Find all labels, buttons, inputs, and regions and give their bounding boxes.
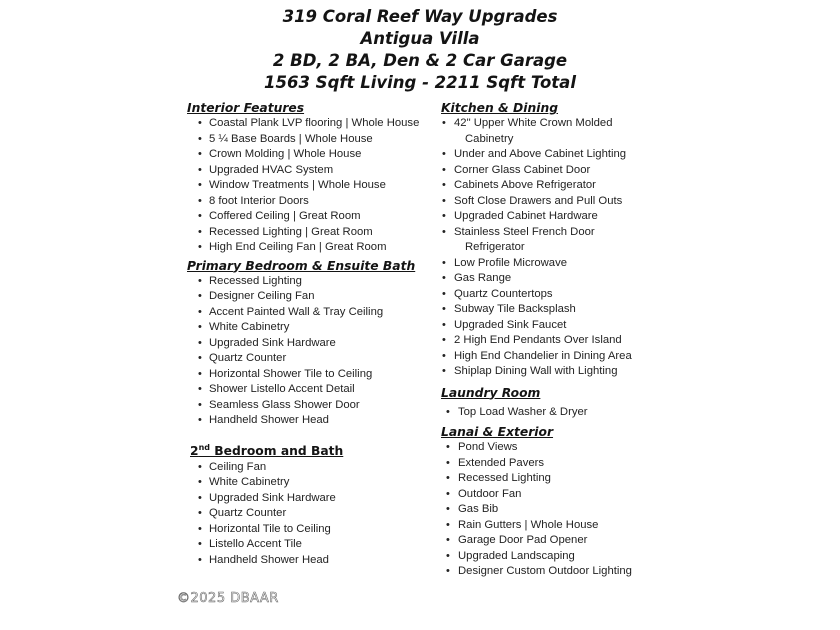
list-item: • Upgraded Sink Hardware bbox=[187, 336, 437, 352]
list-item: • Upgraded Landscaping bbox=[441, 549, 661, 565]
list-item: • Horizontal Tile to Ceiling bbox=[187, 522, 437, 538]
list-item: • Soft Close Drawers and Pull Outs bbox=[441, 194, 661, 210]
list-item: • Upgraded Sink Faucet bbox=[441, 318, 661, 334]
second-bedroom-heading bbox=[190, 441, 437, 459]
list-item: • Designer Ceiling Fan bbox=[187, 289, 437, 305]
list-item: • Crown Molding | Whole House bbox=[187, 147, 437, 163]
list-item-text: Stainless Steel French Door bbox=[454, 225, 595, 238]
list-item: • Corner Glass Cabinet Door bbox=[441, 163, 661, 179]
list-item: • Designer Custom Outdoor Lighting bbox=[441, 564, 661, 580]
list-item: • Under and Above Cabinet Lighting bbox=[441, 147, 661, 163]
lanai-heading: Lanai & Exterior bbox=[441, 425, 554, 439]
primary-bedroom-heading: Primary Bedroom & Ensuite Bath bbox=[187, 258, 416, 273]
list-item: • Outdoor Fan bbox=[441, 487, 661, 503]
second-heading-text: Bedroom and Bath bbox=[209, 443, 344, 458]
list-item: • Window Treatments | Whole House bbox=[187, 178, 437, 194]
list-item: • Recessed Lighting bbox=[187, 274, 437, 290]
list-item-text: 42" Upper White Crown Molded bbox=[454, 117, 613, 129]
list-item: • Recessed Lighting | Great Room bbox=[187, 225, 437, 241]
list-item-continuation: Refrigerator bbox=[465, 241, 525, 253]
title-address: 319 Coral Reef Way Upgrades bbox=[282, 7, 558, 26]
second-bedroom-list bbox=[187, 460, 437, 569]
list-item: • Shiplap Dining Wall with Lighting bbox=[441, 364, 661, 380]
list-item: • Cabinets Above Refrigerator bbox=[441, 178, 661, 194]
copyright-watermark: ©2025 DBAAR bbox=[177, 591, 279, 606]
kitchen-list bbox=[441, 116, 661, 380]
list-item: • Extended Pavers bbox=[441, 456, 661, 472]
list-item: • Listello Accent Tile bbox=[187, 537, 437, 553]
list-item: • High End Chandelier in Dining Area bbox=[441, 349, 661, 365]
list-item: • Upgraded Cabinet Hardware bbox=[441, 209, 661, 225]
list-item: • Handheld Shower Head bbox=[187, 553, 437, 569]
title-block bbox=[0, 6, 840, 94]
list-item: • Gas Range bbox=[441, 271, 661, 287]
list-item: • Coffered Ceiling | Great Room bbox=[187, 209, 437, 225]
list-item: • 5 ¼ Base Boards | Whole House bbox=[187, 132, 437, 148]
lanai-list bbox=[441, 440, 661, 580]
list-item: • Coastal Plank LVP flooring | Whole House bbox=[187, 116, 437, 132]
left-column bbox=[187, 101, 437, 568]
interior-list bbox=[187, 116, 437, 256]
list-item: • Quartz Counter bbox=[187, 506, 437, 522]
list-item: • Subway Tile Backsplash bbox=[441, 302, 661, 318]
list-item: • High End Ceiling Fan | Great Room bbox=[187, 240, 437, 256]
list-item: • White Cabinetry bbox=[187, 320, 437, 336]
list-item: • Upgraded Sink Hardware bbox=[187, 491, 437, 507]
title-sqft: 1563 Sqft Living - 2211 Sqft Total bbox=[264, 73, 576, 92]
list-item: • Top Load Washer & Dryer bbox=[441, 405, 661, 421]
list-item: • Quartz Counter bbox=[187, 351, 437, 367]
list-item: • Upgraded HVAC System bbox=[187, 163, 437, 179]
list-item: • 2 High End Pendants Over Island bbox=[441, 333, 661, 349]
list-item bbox=[441, 116, 661, 147]
title-rooms: 2 BD, 2 BA, Den & 2 Car Garage bbox=[272, 51, 568, 70]
list-item: • Seamless Glass Shower Door bbox=[187, 398, 437, 414]
title-model: Antigua Villa bbox=[360, 29, 480, 48]
list-item-continuation: Cabinetry bbox=[465, 132, 514, 145]
list-item: • Horizontal Shower Tile to Ceiling bbox=[187, 367, 437, 383]
primary-bedroom-list bbox=[187, 274, 437, 429]
list-item: • Pond Views bbox=[441, 440, 661, 456]
list-item: • Low Profile Microwave bbox=[441, 256, 661, 272]
list-item: • Accent Painted Wall & Tray Ceiling bbox=[187, 305, 437, 321]
list-item bbox=[441, 225, 661, 256]
laundry-list bbox=[441, 405, 661, 421]
second-heading-number: 2 bbox=[190, 443, 199, 458]
list-item: • Rain Gutters | Whole House bbox=[441, 518, 661, 534]
list-item: • 8 foot Interior Doors bbox=[187, 194, 437, 210]
second-heading-suffix: nd bbox=[198, 442, 210, 452]
list-item: • Handheld Shower Head bbox=[187, 413, 437, 429]
list-item: • Shower Listello Accent Detail bbox=[187, 382, 437, 398]
list-item: • White Cabinetry bbox=[187, 475, 437, 491]
interior-heading: Interior Features bbox=[187, 101, 305, 115]
kitchen-heading: Kitchen & Dining bbox=[441, 101, 558, 115]
laundry-heading: Laundry Room bbox=[441, 385, 541, 400]
list-item: • Ceiling Fan bbox=[187, 460, 437, 476]
list-item: • Quartz Countertops bbox=[441, 287, 661, 303]
list-item: • Recessed Lighting bbox=[441, 471, 661, 487]
list-item: • Garage Door Pad Opener bbox=[441, 533, 661, 549]
right-column bbox=[441, 101, 661, 580]
list-item: • Gas Bib bbox=[441, 502, 661, 518]
